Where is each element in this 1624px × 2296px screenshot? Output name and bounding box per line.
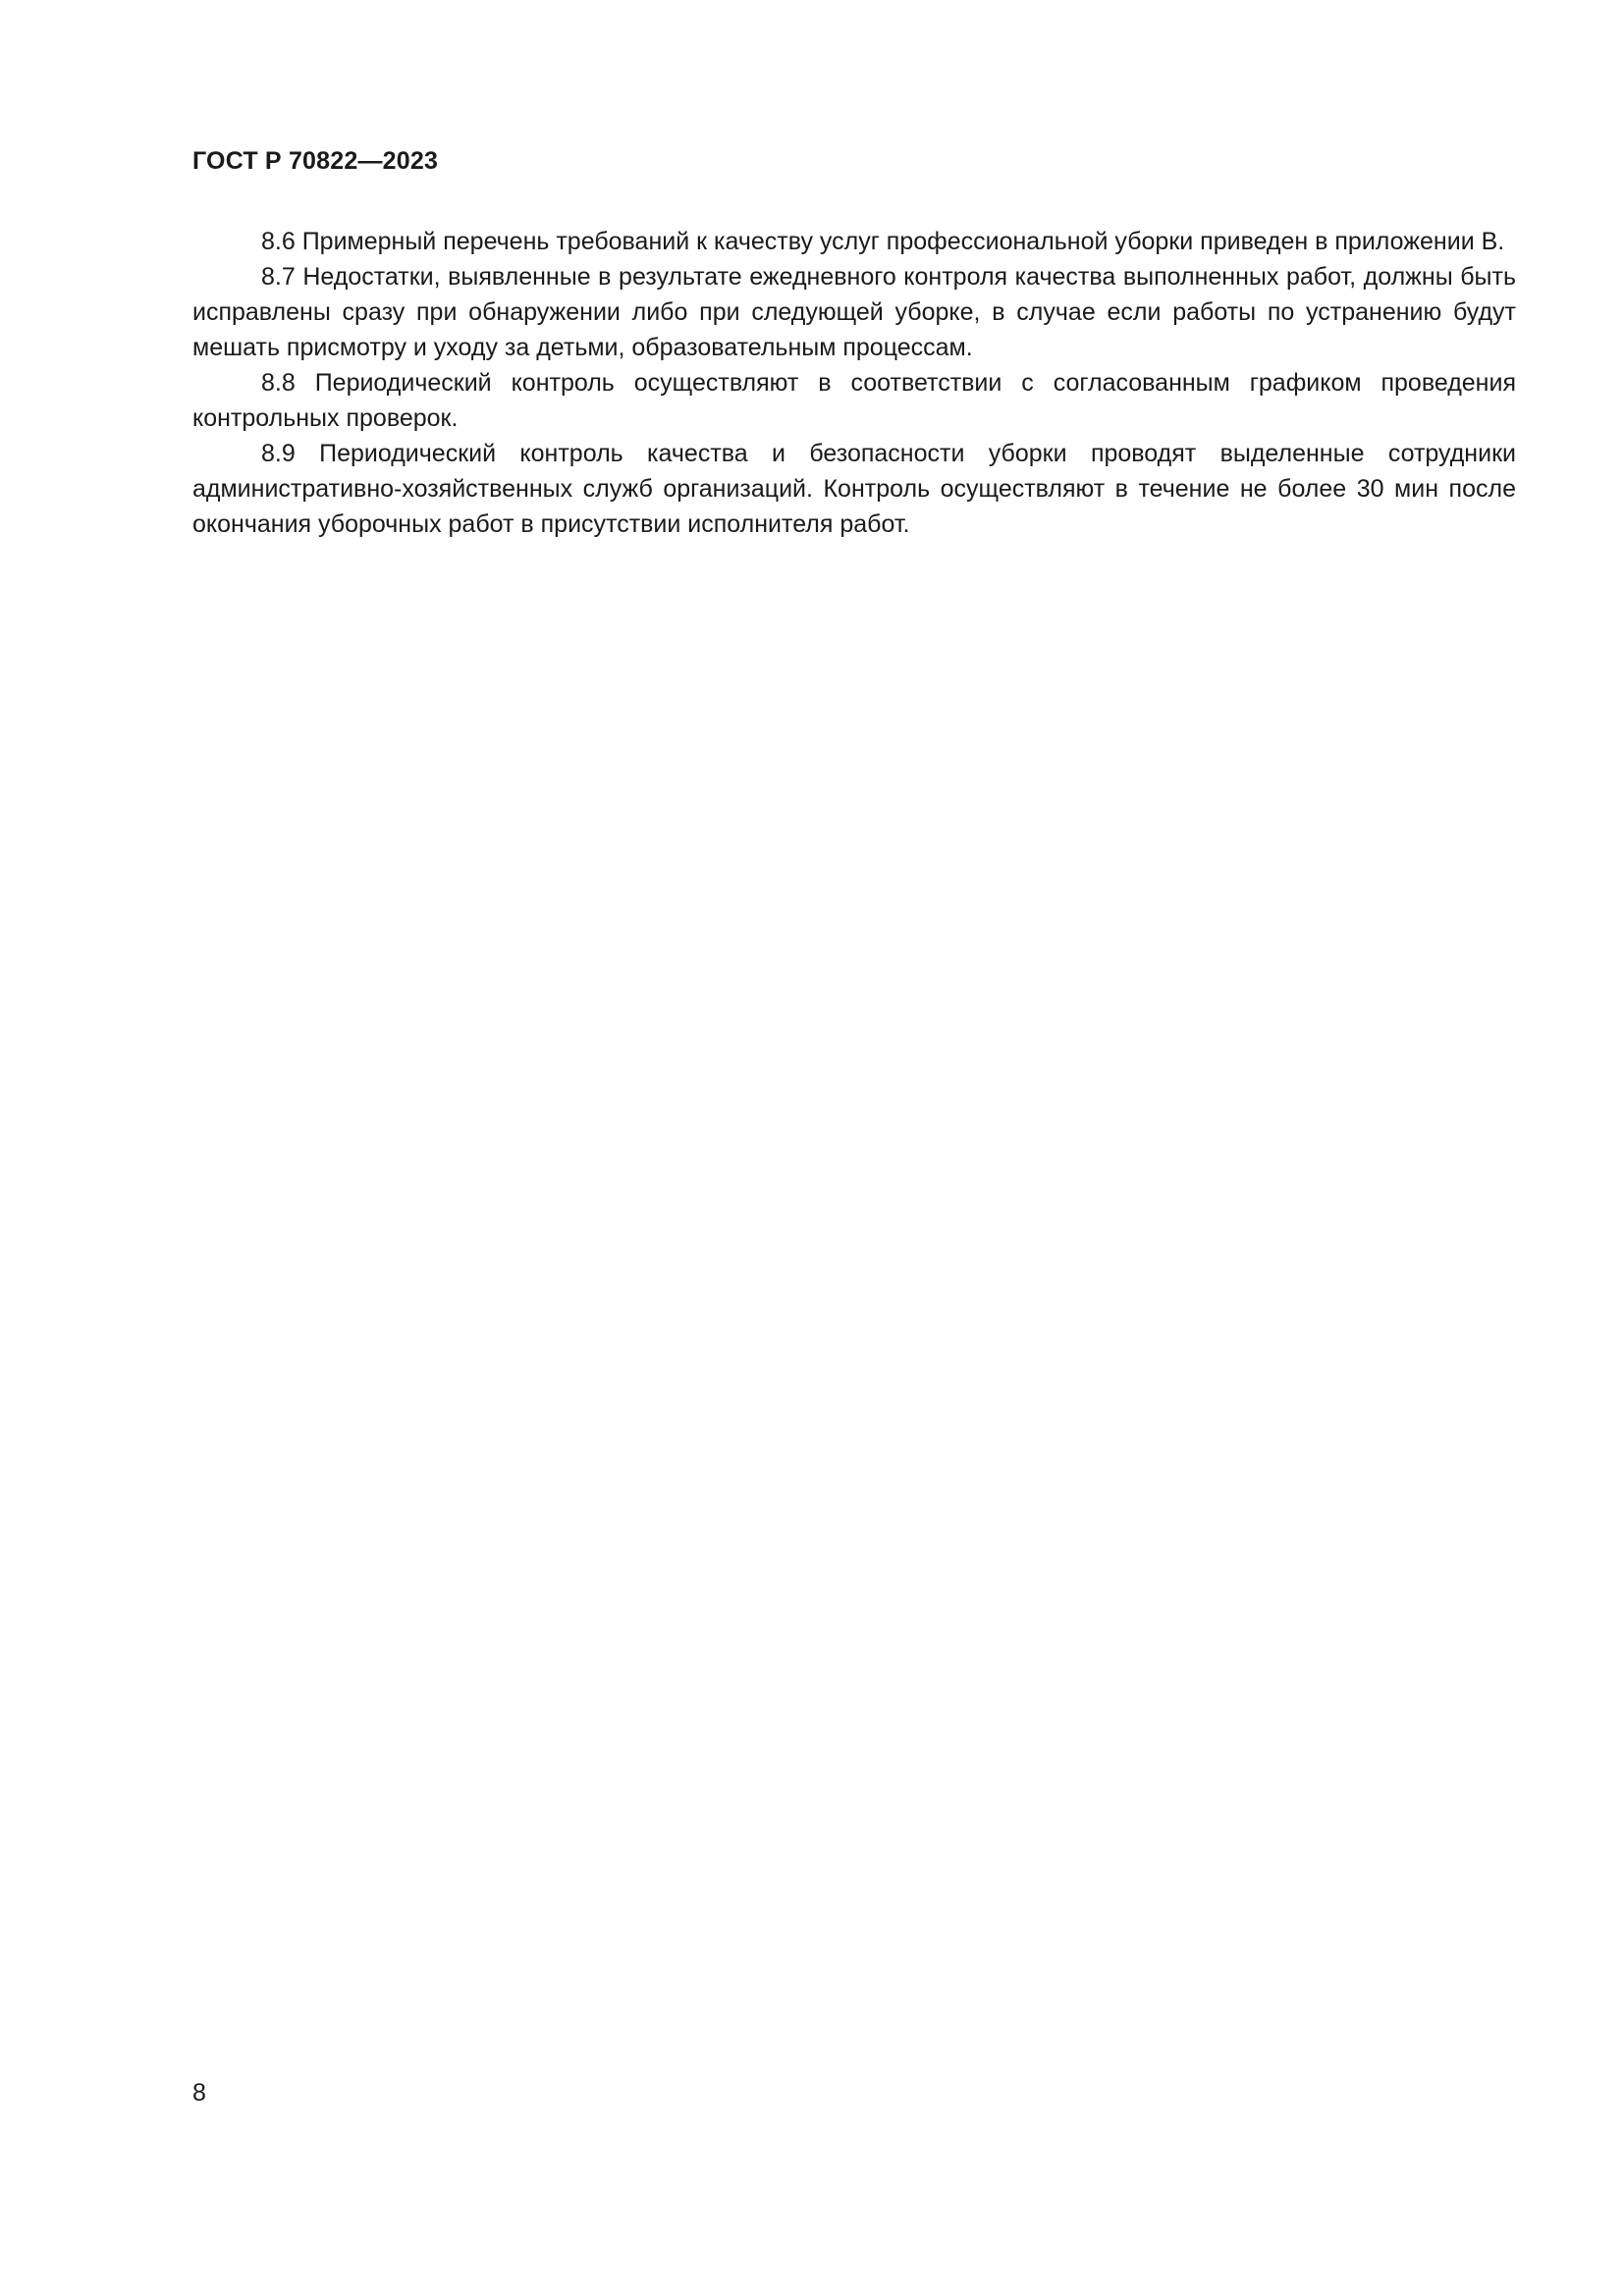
paragraph-8-9: 8.9 Периодический контроль качества и безопасности уборки проводят выделенные сотрудники административно-хозяйственных служб организаций. Контроль осуществляют в течение не более 30 мин после окончания уборочных работ в присутствии исполнителя работ.: [192, 440, 1516, 538]
paragraph-8-7: 8.7 Недостатки, выявленные в результате ежедневного контроля качества выполненных работ, должны быть исправлены сразу при обнаружении либо при следующей уборке, в случае если работы по устранению будут мешать присмотру и уходу за детьми, образовательным процессам.: [192, 263, 1516, 361]
paragraph-8-8: 8.8 Периодический контроль осуществляют в соответствии с согласованным графиком проведения контрольных проверок.: [192, 369, 1516, 432]
paragraph-8-6: 8.6 Примерный перечень требований к качеству услуг профессиональной уборки приведен в приложении В.: [261, 228, 1505, 255]
page-number: 8: [192, 2079, 206, 2107]
document-body: [192, 224, 1516, 542]
document-code-header: ГОСТ Р 70822—2023: [192, 147, 439, 175]
